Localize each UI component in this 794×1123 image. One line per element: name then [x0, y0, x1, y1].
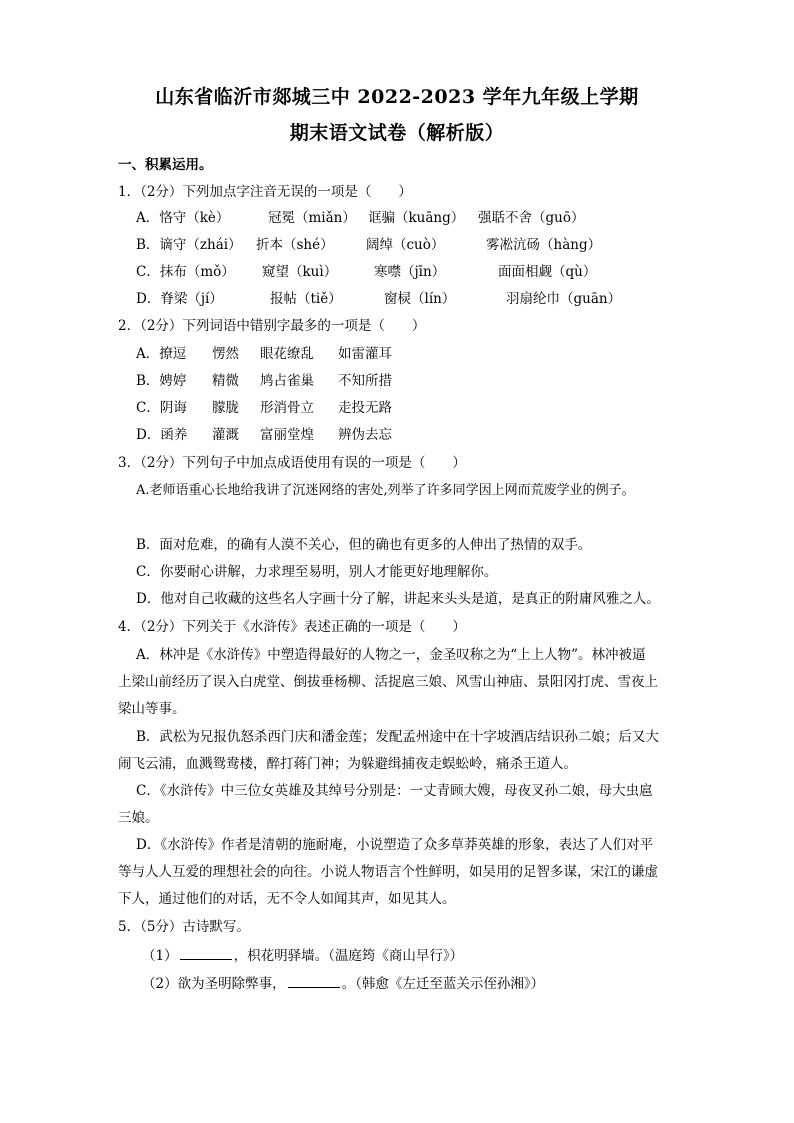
q2-d-2: 灌溉	[212, 427, 239, 443]
q4-stem: 4．（2分）下列关于《水浒传》表述正确的一项是（ ）	[118, 619, 466, 635]
q2-c-4: 走投无路	[338, 400, 392, 416]
q2-b-2: 精微	[212, 373, 239, 389]
q1-c-3: 寒噤（jīn）	[374, 264, 446, 280]
q2-c-3: 形消骨立	[260, 400, 314, 416]
q2-c-2: 朦胧	[212, 400, 239, 416]
q2-d-1: D．函养	[136, 427, 188, 443]
q3-option-a: A.老师语重心长地给我讲了沉迷网络的害处,列举了许多同学因上网而荒废学业的例子。	[136, 483, 635, 498]
q4-option-b-line2: 闹飞云浦，血溅鸳鸯楼，醉打蒋门神；为躲避缉捕夜走蜈蚣岭，痛杀王道人。	[118, 756, 577, 772]
q2-b-4: 不知所措	[338, 373, 392, 389]
q1-b-1: B．谪守（zhái）	[136, 237, 242, 253]
q5-item-2-blank[interactable]	[288, 973, 340, 988]
q1-d-2: 报帖（tiě）	[270, 291, 342, 307]
q2-a-3: 眼花缭乱	[260, 346, 314, 362]
q4-option-a-line2: 上梁山前经历了误入白虎堂、倒拔垂杨柳、活捉扈三娘、风雪山神庙、景阳冈打虎、雪夜上	[118, 674, 658, 690]
q5-item-2-prefix: （2）欲为圣明除弊事，	[142, 976, 286, 992]
q2-b-1: B．娉婷	[136, 373, 187, 389]
q4-option-c-line2: 三娘。	[118, 810, 159, 826]
q1-a-2: 冠冕（miǎn）	[268, 210, 356, 226]
q3-option-d: D．他对自己收藏的这些名人字画十分了解，讲起来头头是道，是真正的附庸风雅之人。	[136, 591, 660, 607]
q1-d-3: 窗棂（lín）	[384, 291, 456, 307]
q2-a-1: A．撩逗	[136, 346, 187, 362]
q1-b-3: 阔绰（cuò）	[366, 237, 445, 253]
q3-stem: 3．（2分）下列句子中加点成语使用有误的一项是（ ）	[118, 455, 466, 471]
q5-item-2	[142, 973, 544, 994]
q4-option-a-line1: A．林冲是《水浒传》中塑造得最好的人物之一，金圣叹称之为“上上人物”。林冲被逼	[136, 647, 646, 663]
q2-a-4: 如雷灌耳	[338, 346, 392, 362]
q1-b-4: 雾凇沆砀（hàng）	[486, 237, 602, 253]
q5-stem: 5．（5分）古诗默写。	[118, 919, 250, 935]
q5-item-1-suffix: ，枳花明驿墙。（温庭筠《商山早行》）	[233, 948, 464, 964]
q5-item-1-prefix: （1）	[142, 948, 178, 964]
q2-d-4: 辨伪去忘	[338, 427, 392, 443]
q4-option-d-line2: 等与人人互爱的理想社会的向往。小说人物语言个性鲜明，如吴用的足智多谋，宋江的谦虚	[118, 864, 658, 880]
q1-c-2: 窥望（kuì）	[262, 264, 338, 280]
q1-a-1: A．恪守（kè）	[136, 210, 230, 226]
section-heading: 一、积累运用。	[118, 157, 213, 173]
title-line-1: 山东省临沂市郯城三中 2022-2023 学年九年级上学期	[155, 86, 639, 108]
q5-item-1-blank[interactable]	[180, 945, 232, 960]
q1-d-4: 羽扇纶巾（guān）	[506, 291, 622, 307]
q5-item-1	[142, 945, 463, 966]
q3-option-c: C．你要耐心讲解，力求理至易明，别人才能更好地理解你。	[136, 564, 498, 580]
title-line-2: 期末语文试卷（解析版）	[289, 122, 505, 144]
q1-c-1: C．抹布（mǒ）	[136, 264, 235, 280]
q2-b-3: 鸠占雀巢	[260, 373, 314, 389]
q1-a-4: 强聒不舍（guō）	[478, 210, 585, 226]
q4-option-d-line1: D．《水浒传》作者是清朝的施耐庵，小说塑造了众多草莽英雄的形象，表达了人们对平	[136, 837, 654, 853]
q4-option-b-line1: B．武松为兄报仇怒杀西门庆和潘金莲；发配孟州途中在十字坡酒店结识孙二娘；后又大	[136, 729, 659, 745]
q1-a-3: 诓骗（kuāng）	[368, 210, 465, 226]
q5-item-2-suffix: 。（韩愈《左迁至蓝关示侄孙湘》）	[341, 976, 545, 992]
q2-c-1: C．阴诲	[136, 400, 187, 416]
q2-a-2: 愣然	[212, 346, 239, 362]
q4-option-a-line3: 梁山等事。	[118, 701, 186, 717]
q1-b-2: 折本（shé）	[256, 237, 334, 253]
q2-stem: 2．（2分）下列词语中错别字最多的一项是（ ）	[118, 318, 426, 334]
q1-stem: 1．（2分）下列加点字注音无误的一项是（ ）	[118, 184, 412, 200]
q4-option-c-line1: C．《水浒传》中三位女英雄及其绰号分别是：一丈青顾大嫂，母夜叉孙二娘，母大虫扈	[136, 783, 653, 799]
q4-option-d-line3: 下人，通过他们的对话，无不令人如闻其声，如见其人。	[118, 891, 456, 907]
q1-d-1: D．脊梁（jí）	[136, 291, 223, 307]
q1-c-4: 面面相觑（qù）	[498, 264, 597, 280]
q2-d-3: 富丽堂煌	[260, 427, 314, 443]
q3-option-b: B．面对危难，的确有人漠不关心，但的确也有更多的人伸出了热情的双手。	[136, 537, 592, 553]
